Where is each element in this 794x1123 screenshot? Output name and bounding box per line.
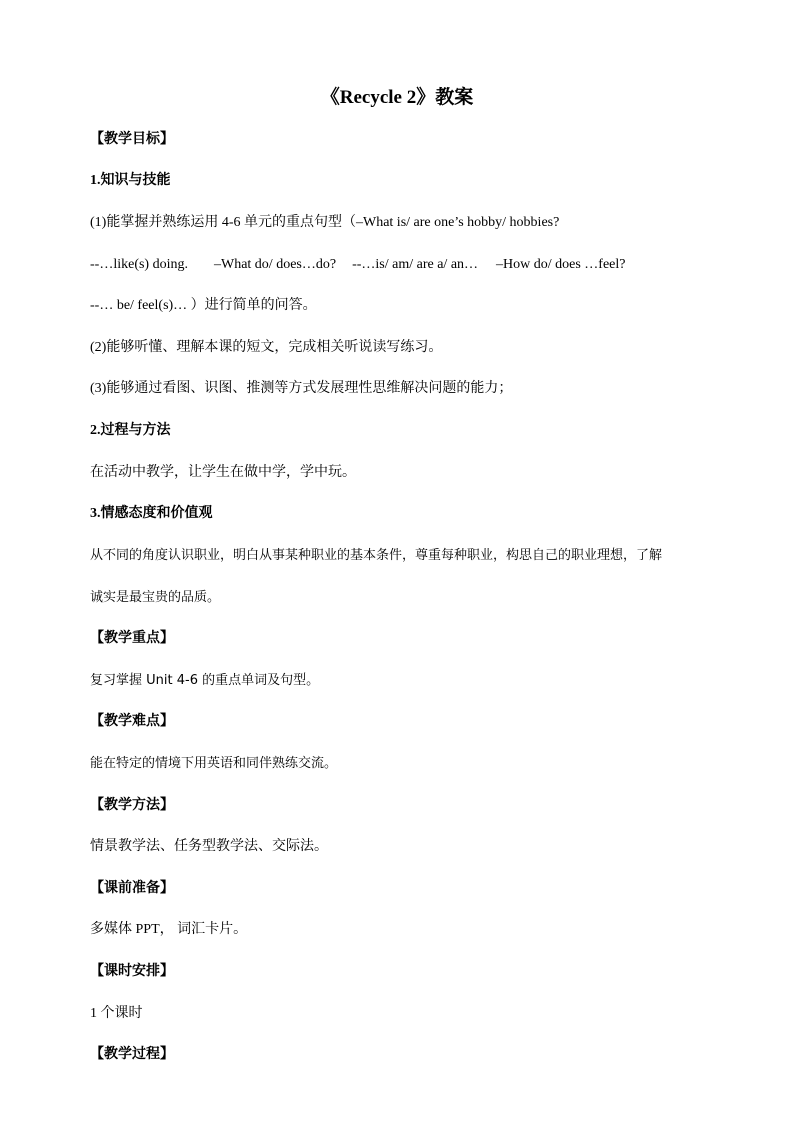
knowledge-heading: 1.知识与技能 — [90, 173, 171, 188]
schedule-text: 1 个课时 — [90, 1006, 143, 1021]
process-heading: 2.过程与方法 — [90, 423, 171, 438]
emotion-text-line1: 从不同的角度认识职业，明白从事某种职业的基本条件，尊重每种职业，构思自己的职业理想，了解 — [90, 548, 663, 563]
knowledge-item1-line2 — [90, 256, 714, 274]
methods-text: 情景教学法、任务型教学法、交际法。 — [90, 839, 328, 854]
process-text: 在活动中教学，让学生在做中学，学中玩。 — [90, 465, 356, 480]
sentence-pattern-is: --…is/ am/ are a/ an… — [352, 257, 479, 272]
objectives-heading: 【教学目标】 — [90, 132, 174, 147]
difficulties-heading: 【教学难点】 — [90, 714, 174, 729]
emotion-text-line2: 诚实是最宝贵的品质。 — [90, 590, 221, 605]
methods-heading: 【教学方法】 — [90, 798, 174, 813]
knowledge-item3: (3)能够通过看图、识图、推测等方式发展理性思维解决问题的能力； — [90, 381, 513, 396]
key-points-text: 复习掌握 Unit 4-6 的重点单词及句型。 — [90, 673, 320, 688]
document-title: 《Recycle 2》教案 — [320, 87, 474, 108]
procedure-heading: 【教学过程】 — [90, 1047, 174, 1062]
difficulties-text: 能在特定的情境下用英语和同伴熟练交流。 — [90, 756, 338, 771]
knowledge-item1-line3: --… be/ feel(s)… ）进行简单的问答。 — [90, 298, 317, 313]
knowledge-item2: (2)能够听懂、理解本课的短文，完成相关听说读写练习。 — [90, 340, 443, 355]
schedule-heading: 【课时安排】 — [90, 964, 174, 979]
knowledge-item1-line1: (1)能掌握并熟练运用 4-6 单元的重点句型（–What is/ are one’s hobby/ hobbies? — [90, 215, 560, 230]
preparation-text: 多媒体 PPT， 词汇卡片。 — [90, 922, 248, 937]
sentence-pattern-likes: --…like(s) doing. — [90, 257, 188, 272]
preparation-heading: 【课前准备】 — [90, 881, 174, 896]
sentence-pattern-feel: –How do/ does …feel? — [496, 257, 626, 272]
sentence-pattern-do: –What do/ does…do? — [213, 257, 337, 272]
emotion-heading: 3.情感态度和价值观 — [90, 506, 213, 521]
key-points-heading: 【教学重点】 — [90, 631, 174, 646]
